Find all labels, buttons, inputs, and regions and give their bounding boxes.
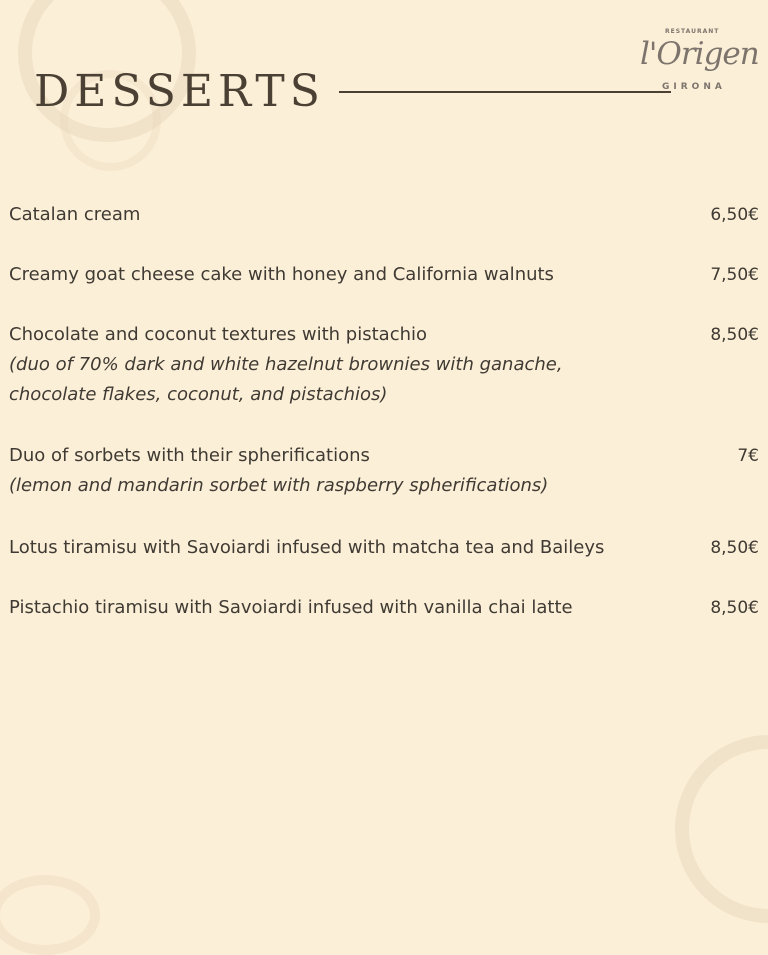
logo-bottom-text: GIRONA [662, 82, 726, 92]
restaurant-logo [640, 26, 759, 96]
logo-top-text: RESTAURANT [665, 28, 720, 35]
logo-mark: l'Origen [640, 36, 759, 72]
menu-item-price: 7,50€ [710, 265, 759, 285]
menu-item-price: 7€ [737, 446, 759, 466]
background-stain [675, 735, 768, 923]
background-stain [0, 875, 100, 955]
menu-item-name: Duo of sorbets with their spherifications [9, 445, 370, 466]
header-rule [339, 91, 671, 93]
menu-item-name: Creamy goat cheese cake with honey and California walnuts [9, 264, 554, 285]
menu-item-price: 8,50€ [710, 538, 759, 558]
menu-item [9, 260, 759, 290]
menu-item-description: (duo of 70% dark and white hazelnut brownies with ganache, chocolate flakes, coconut, and pistachios) [9, 354, 563, 405]
menu-item [9, 533, 759, 563]
menu-item-price: 6,50€ [710, 205, 759, 225]
menu-item-name: Chocolate and coconut textures with pistachio [9, 324, 428, 345]
menu-item-name: Pistachio tiramisu with Savoiardi infused with vanilla chai latte [9, 597, 573, 618]
menu-item [9, 320, 759, 410]
page-title: DESSERTS [34, 66, 325, 117]
menu-item [9, 593, 759, 623]
menu-item-price: 8,50€ [710, 325, 759, 345]
menu-item-name: Catalan cream [9, 204, 141, 225]
menu-item-price: 8,50€ [710, 598, 759, 618]
page-header [34, 66, 671, 117]
menu-item-name: Lotus tiramisu with Savoiardi infused with matcha tea and Baileys [9, 537, 605, 558]
menu-item [9, 200, 759, 230]
menu-item [9, 441, 759, 501]
menu-item-description: (lemon and mandarin sorbet with raspberry spherifications) [9, 475, 549, 496]
